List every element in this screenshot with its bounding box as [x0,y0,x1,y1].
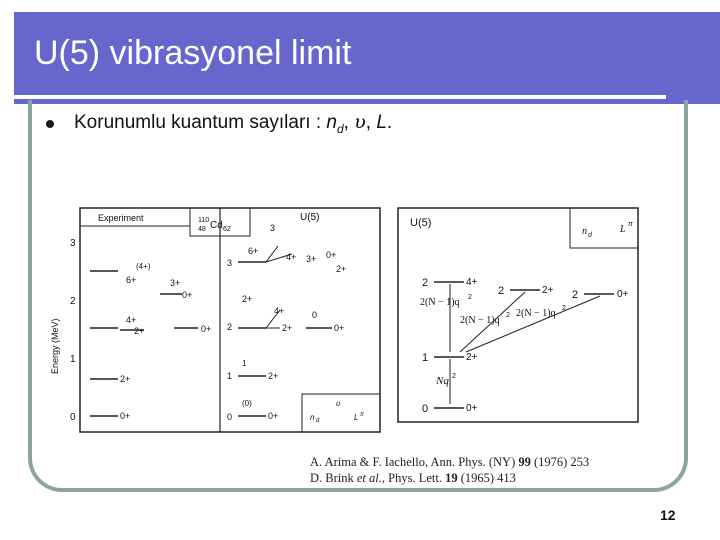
model-nd-zero-a: 0 [312,310,318,320]
row2-L-a: 4+ [466,277,478,288]
right-legend-pi: π [628,221,633,228]
slide-title: U(5) vibrasyonel limit [34,34,352,72]
model-level-0c-label: 0+ [326,250,337,260]
right-legend-box [570,208,638,248]
row1-nd: 1 [422,352,429,364]
row0-L: 0+ [466,403,478,414]
model-upsilon-0: (0) [242,399,252,408]
citation-2-mid: , Phys. Lett. [381,471,446,485]
row2-energy-a: 2(N − 1)q [420,297,460,308]
nucleus-symbol: Cd [210,220,223,231]
y-tick-0: 0 [70,412,76,423]
row2-energy-c: 2(N − 1)q [516,308,556,319]
y-tick-1: 1 [70,354,76,365]
model-nd-3b: 3 [270,223,276,233]
model-level-2-label: 2+ [282,323,293,333]
row2-energy-c-sup: 2 [562,305,566,312]
exp-level-5-label: 3+ [170,278,181,288]
exp-level-1-label: 2+ [120,374,131,384]
nucleus-n: 62 [223,226,231,233]
citation-1-pre: A. Arima & F. Iachello, Ann. Phys. (NY) [310,455,519,469]
row2-L-b: 2+ [542,285,554,296]
bullet-suffix: . [386,112,393,133]
nucleus-z: 48 [198,226,206,233]
model-label: U(5) [300,212,320,223]
model-nd-1: 1 [227,371,233,381]
bullet-icon [46,120,54,128]
model-nd-2: 2 [227,322,233,332]
energy-level-figure [50,206,642,436]
experiment-label: Experiment [98,213,144,223]
citation-2-post: (1965) 413 [457,471,516,485]
row2-energy-a-sup: 2 [468,294,472,301]
bullet-nd: n [326,112,337,133]
row1-energy-sup: 2 [452,373,456,380]
model-level-2c-label: 2+ [336,264,347,274]
bullet-nd-sub: d [336,121,344,136]
citations [310,454,589,486]
citation-1 [310,454,589,470]
exp-level-4-label: 0+ [201,324,212,334]
right-panel-title: U(5) [410,217,432,229]
row2-nd-a: 2 [422,277,429,289]
exp-level-7-label: (4+) [136,262,151,271]
bullet-sep1: , [343,112,355,133]
nucleus-mass: 110 [198,217,210,224]
row1-L: 2+ [466,352,478,363]
row2-L-c: 0+ [617,289,629,300]
bullet-L: L [376,112,387,133]
row2-energy-b: 2(N − 1)q [460,315,500,326]
model-level-6b-label: 2+ [242,294,253,304]
row0-nd: 0 [422,403,429,415]
model-level-0b-label: 0+ [334,323,345,333]
y-tick-3: 3 [70,238,76,249]
citation-1-vol: 99 [518,455,531,469]
bullet-text [74,111,392,136]
y-tick-2: 2 [70,296,76,307]
right-legend-nd: n [582,226,587,237]
model-level-4b-label: 4+ [286,252,297,262]
title-divider [14,95,666,99]
left-legend-L: L [354,413,359,422]
bullet-prefix: Korunumlu kuantum sayıları : [74,112,327,133]
bullet-sep2: , [365,112,377,133]
exp-level-6-label: 6+ [126,275,137,285]
row1-energy: Nq [436,375,449,387]
left-legend-pi: π [360,412,365,418]
model-level-1-label: 2+ [268,371,279,381]
citation-2-vol: 19 [445,471,458,485]
row2-nd-c: 2 [572,289,579,301]
model-level-4-label: 4+ [274,306,285,316]
bullet-upsilon: υ [354,111,366,133]
citation-1-post: (1976) 253 [530,455,590,469]
y-axis-label: Energy (MeV) [50,318,60,374]
exp-level-5b-label: 0+ [182,290,193,300]
left-legend-nd: n [310,413,315,422]
page-number: 12 [660,507,676,523]
model-upsilon-1: 1 [242,359,247,368]
left-legend-nd-sub: d [316,418,320,424]
exp-level-3-label: 4+ [126,315,137,325]
exp-level-2-label: 2+ [134,326,145,336]
right-legend-nd-sub: d [588,232,592,239]
row2-energy-b-sup: 2 [506,312,510,319]
model-level-3-label: 3+ [306,254,317,264]
exp-level-0-label: 0+ [120,411,131,421]
right-legend-L: L [620,224,626,235]
left-legend-upsilon: υ [336,399,341,408]
citation-2-pre: D. Brink [310,471,357,485]
citation-2 [310,470,589,486]
row2-nd-b: 2 [498,285,505,297]
model-nd-0: 0 [227,412,233,422]
citation-2-etal: et al. [356,471,382,485]
left-panel-border [80,208,380,432]
model-connector-3a [266,246,278,262]
model-level-6-label: 6+ [248,246,259,256]
model-level-0-label: 0+ [268,411,279,421]
model-nd-3: 3 [227,258,233,268]
